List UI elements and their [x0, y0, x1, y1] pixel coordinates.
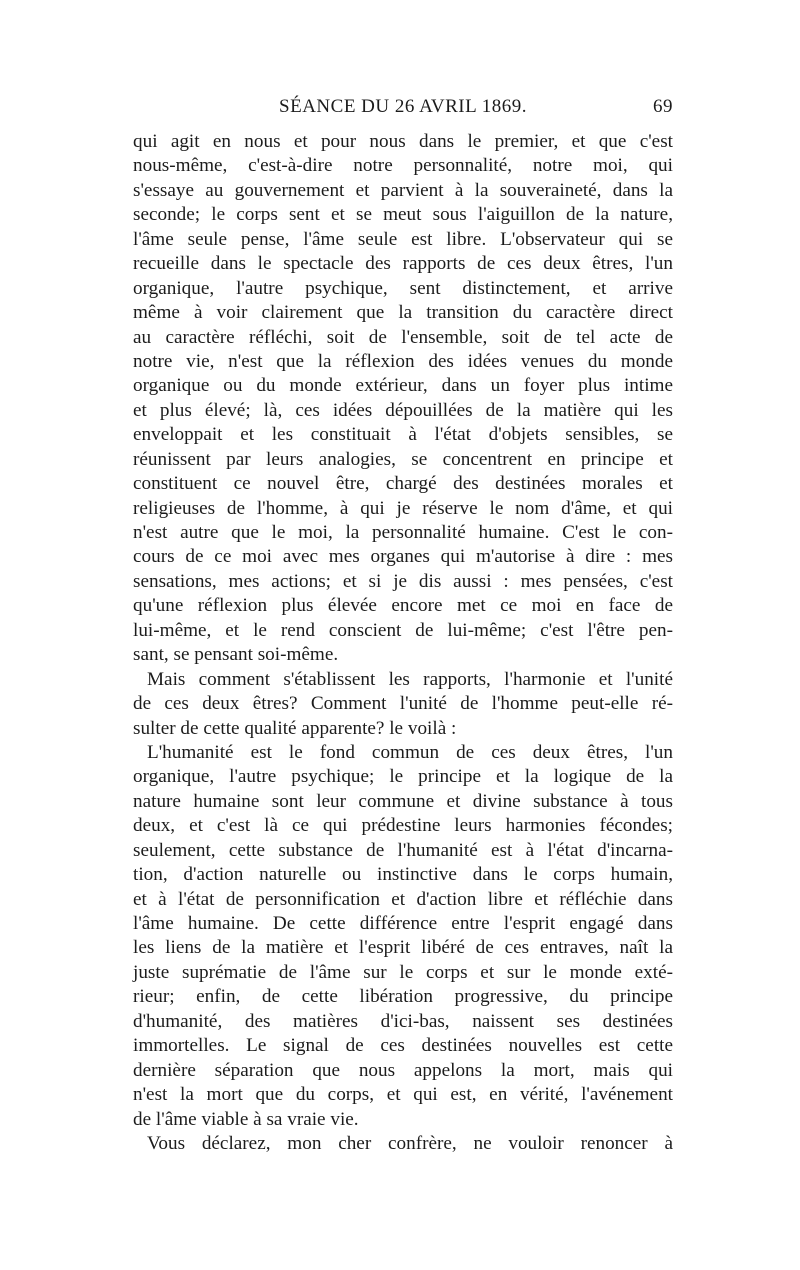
text-line: rieur; enfin, de cette libération progressive, du principe: [133, 986, 673, 1008]
text-line: de ces deux êtres? Comment l'unité de l'homme peut-elle ré-: [133, 693, 673, 715]
text-line: nature humaine sont leur commune et divine substance à tous: [133, 790, 673, 812]
text-line: Mais comment s'établissent les rapports, l'harmonie et l'unité: [147, 668, 673, 690]
text-line: qu'une réflexion plus élevée encore met ce moi en face de: [133, 595, 673, 617]
text-line: réunissent par leurs analogies, se concentrent en principe et: [133, 448, 673, 470]
text-line: même à voir clairement que la transition du caractère direct: [133, 302, 673, 324]
text-line: seconde; le corps sent et se meut sous l'aiguillon de la nature,: [133, 204, 673, 226]
text-line: qui agit en nous et pour nous dans le premier, et que c'est: [133, 131, 673, 152]
text-line: l'âme humaine. De cette différence entre l'esprit engagé dans: [133, 913, 673, 934]
page-number: 69: [653, 96, 673, 117]
text-line: organique, l'autre psychique; le principe et la logique de la: [133, 766, 673, 788]
text-line: notre vie, n'est que la réflexion des idées venues du monde: [133, 350, 673, 372]
text-line: n'est autre que le moi, la personnalité humaine. C'est le con-: [133, 522, 673, 543]
text-line: Vous déclarez, mon cher confrère, ne vouloir renoncer à: [147, 1132, 673, 1154]
text-line: lui-même, et le rend conscient de lui-même; c'est l'être pen-: [133, 619, 673, 641]
text-line: sant, se pensant soi-même.: [133, 644, 339, 666]
text-line: constituent ce nouvel être, chargé des destinées morales et: [133, 473, 673, 495]
text-line: l'âme seule pense, l'âme seule est libre. L'observateur qui se: [133, 228, 673, 250]
text-line: dernière séparation que nous appelons la mort, mais qui: [133, 1059, 673, 1081]
text-line: seulement, cette substance de l'humanité est à l'état d'incarna-: [133, 839, 673, 861]
text-line: organique, l'autre psychique, sent distinctement, et arrive: [133, 277, 673, 299]
text-line: juste suprématie de l'âme sur le corps et sur le monde exté-: [133, 961, 673, 983]
text-line: sulter de cette qualité apparente? le voilà :: [133, 717, 457, 739]
text-line: nous-même, c'est-à-dire notre personnalité, notre moi, qui: [133, 155, 673, 177]
text-line: s'essaye au gouvernement et parvient à la souveraineté, dans la: [133, 179, 673, 201]
text-line: d'humanité, des matières d'ici-bas, naissent ses destinées: [133, 1010, 673, 1032]
text-line: enveloppait et les constituait à l'état d'objets sensibles, se: [133, 424, 673, 446]
body-text: [133, 130, 673, 1156]
book-page: [133, 96, 673, 1156]
text-line: et à l'état de personnification et d'action libre et réfléchie dans: [133, 888, 673, 910]
text-line: les liens de la matière et l'esprit libéré de ces entraves, naît la: [133, 937, 673, 959]
text-line: et plus élevé; là, ces idées dépouillées de la matière qui les: [133, 399, 673, 421]
text-line: organique ou du monde extérieur, dans un foyer plus intime: [133, 375, 673, 397]
text-line: recueille dans le spectacle des rapports de ces deux êtres, l'un: [133, 253, 673, 275]
text-line: tion, d'action naturelle ou instinctive dans le corps humain,: [133, 864, 673, 886]
text-line: n'est la mort que du corps, et qui est, en vérité, l'avénement: [133, 1084, 673, 1106]
text-line: deux, et c'est là ce qui prédestine leurs harmonies fécondes;: [133, 815, 673, 837]
text-line: de l'âme viable à sa vraie vie.: [133, 1108, 359, 1130]
text-line: au caractère réfléchi, soit de l'ensemble, soit de tel acte de: [133, 326, 673, 348]
running-title: SÉANCE DU 26 AVRIL 1869.: [279, 96, 527, 117]
text-line: cours de ce moi avec mes organes qui m'autorise à dire : mes: [133, 546, 673, 568]
text-line: immortelles. Le signal de ces destinées nouvelles est cette: [133, 1035, 673, 1057]
page-header: [133, 96, 673, 130]
text-line: L'humanité est le fond commun de ces deux êtres, l'un: [147, 741, 673, 763]
text-line: sensations, mes actions; et si je dis aussi : mes pensées, c'est: [133, 570, 673, 592]
text-line: religieuses de l'homme, à qui je réserve le nom d'âme, et qui: [133, 497, 673, 519]
